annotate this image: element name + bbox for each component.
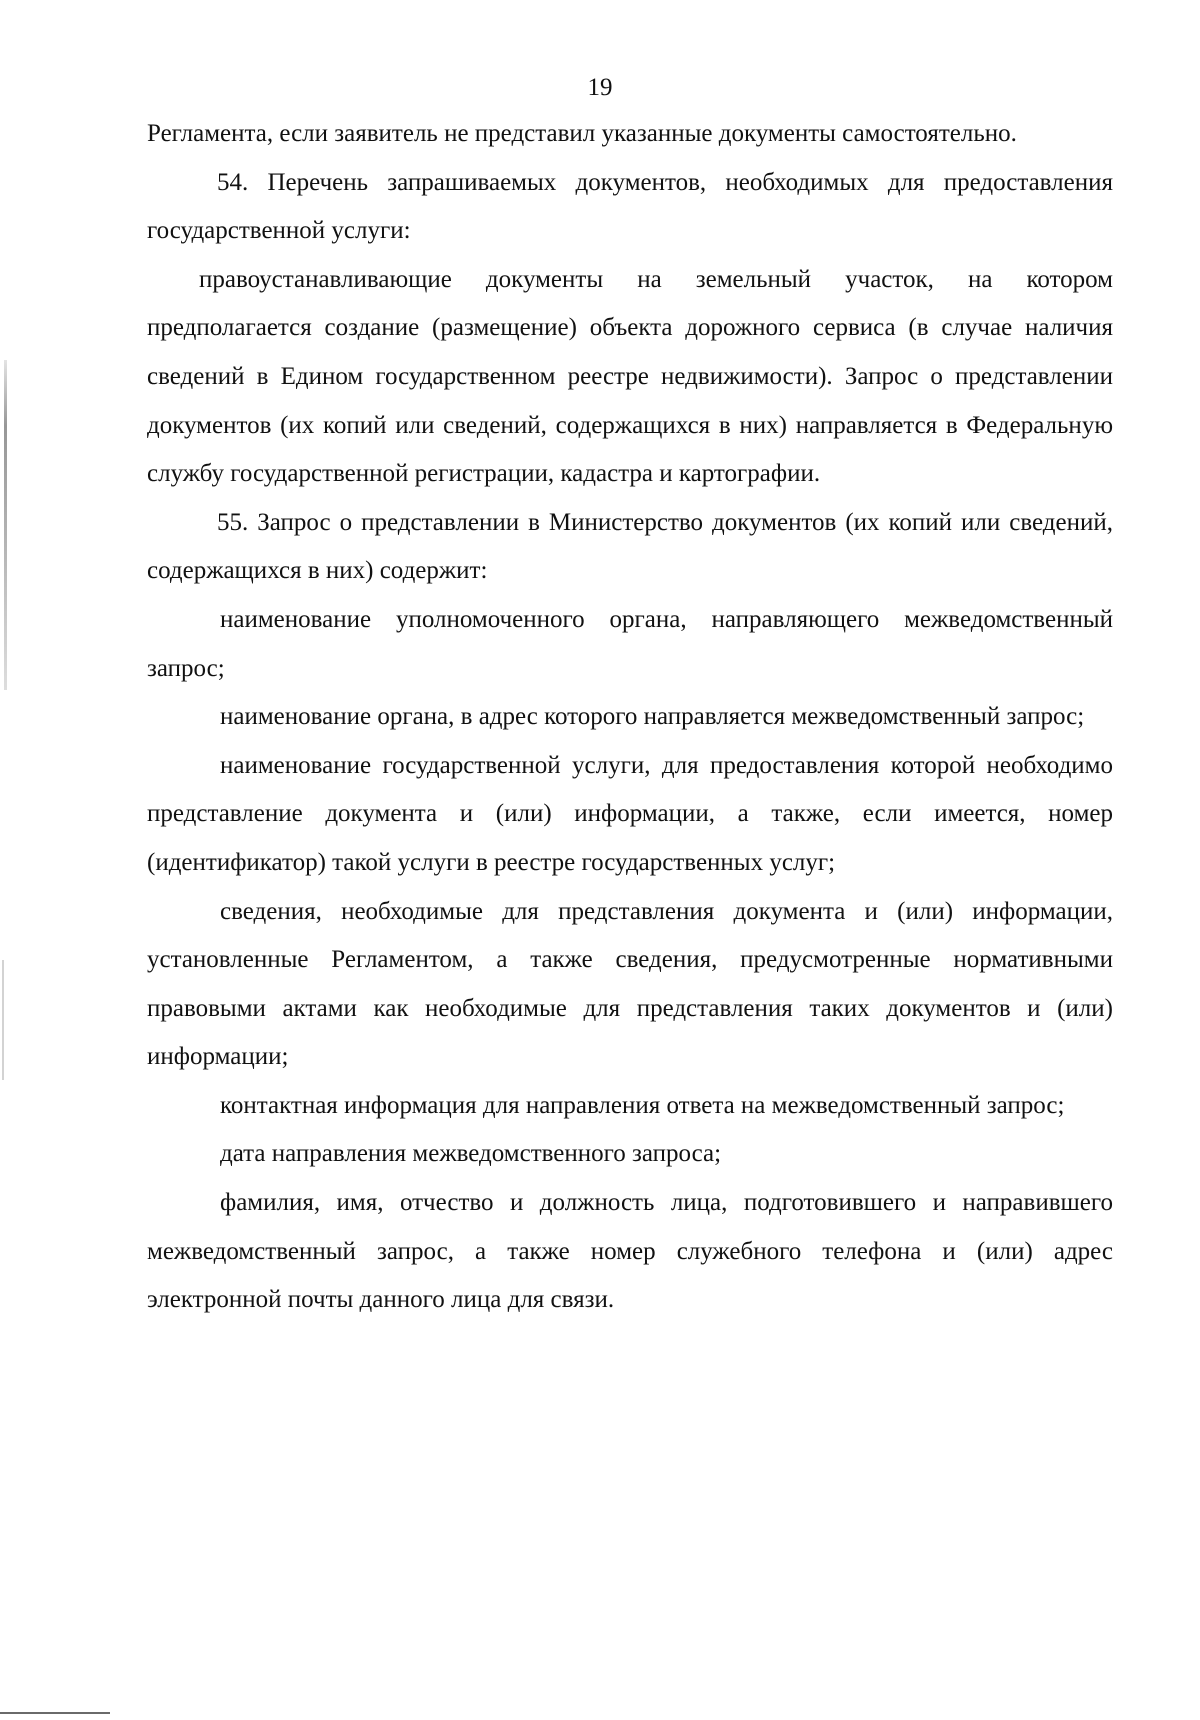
paragraph: 54. Перечень запрашиваемых документов, необходимых для предоставления государственной услуги:	[147, 168, 1113, 245]
paragraph: сведения, необходимые для представления документа и (или) информации, установленные Регламентом, а также сведения, предусмотренные нормативными правовыми актами как необходимые для представления таких документов и (или) информации;	[147, 897, 1113, 1071]
paragraph: наименование уполномоченного органа, направляющего межведомственный запрос;	[147, 605, 1113, 682]
paragraph: фамилия, имя, отчество и должность лица, подготовившего и направившего межведомственный запрос, а также номер служебного телефона и (или) адрес электронной почты данного лица для связи.	[147, 1189, 1113, 1314]
paragraph: контактная информация для направления ответа на межведомственный запрос;	[220, 1091, 1065, 1119]
document-body	[147, 110, 1113, 1325]
scan-edge-mark	[4, 360, 7, 690]
scan-edge-mark	[2, 960, 4, 1080]
paragraph: Регламента, если заявитель не представил указанные документы самостоятельно.	[147, 120, 1017, 147]
paragraph: наименование государственной услуги, для предоставления которой необходимо представление документа и (или) информации, а также, если имеется, номер (идентификатор) такой услуги в реестре государственных услуг;	[147, 751, 1113, 876]
paragraph: наименование органа, в адрес которого направляется межведомственный запрос;	[220, 703, 1085, 731]
scan-edge-mark	[0, 1712, 110, 1714]
page-number: 19	[587, 74, 613, 101]
paragraph: дата направления межведомственного запроса;	[220, 1140, 722, 1168]
paragraph: 55. Запрос о представлении в Министерство документов (их копий или сведений, содержащихся в них) содержит:	[147, 508, 1113, 585]
paragraph: правоустанавливающие документы на земельный участок, на котором предполагается создание (размещение) объекта дорожного сервиса (в случае наличия сведений в Едином государственном реестре недвижимости). Запрос о представлении документов (их копий или сведений, содержащихся в них) направляется в Федеральную службу государственной регистрации, кадастра и картографии.	[147, 265, 1113, 488]
